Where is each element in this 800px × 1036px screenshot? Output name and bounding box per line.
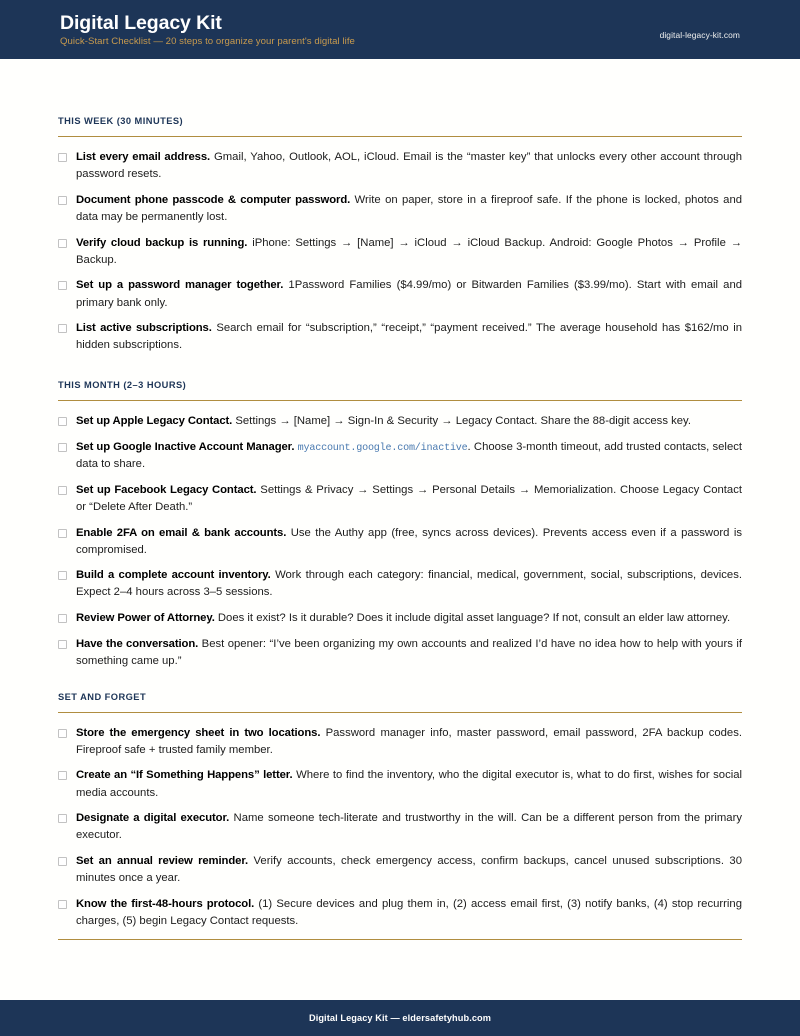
- bottom-divider: [58, 939, 742, 940]
- list-item[interactable]: [58, 896, 742, 930]
- list-item-text: [76, 439, 742, 473]
- list-item-title: Review Power of Attorney.: [76, 612, 215, 625]
- list-item-text: [76, 567, 742, 601]
- page-header: [0, 0, 800, 59]
- checkbox-icon[interactable]: [58, 417, 67, 426]
- section-divider: [58, 400, 742, 401]
- section-this-month: [58, 380, 742, 670]
- section-title: THIS WEEK (30 MINUTES): [58, 116, 184, 126]
- list-item-title: Verify cloud backup is running.: [76, 236, 248, 249]
- list-item[interactable]: [58, 567, 742, 601]
- checkbox-icon[interactable]: [58, 857, 67, 866]
- google-inactive-link[interactable]: myaccount.google.com/inactive: [297, 442, 468, 454]
- section-title: SET AND FORGET: [58, 691, 147, 702]
- list-item-title: Document phone passcode & computer password.: [76, 193, 351, 206]
- list-item[interactable]: [58, 413, 742, 430]
- list-item[interactable]: [58, 277, 742, 311]
- checkbox-icon[interactable]: [58, 771, 67, 780]
- list-item[interactable]: [58, 149, 742, 183]
- section-spacer: [58, 363, 742, 380]
- checkbox-icon[interactable]: [58, 900, 67, 909]
- list-item-title: Build a complete account inventory.: [76, 569, 271, 582]
- checkbox-icon[interactable]: [58, 571, 67, 580]
- list-item[interactable]: [58, 235, 742, 269]
- checklist-content: [0, 59, 800, 1000]
- checkbox-icon[interactable]: [58, 486, 67, 495]
- checkbox-icon[interactable]: [58, 640, 67, 649]
- list-item-text: [76, 725, 742, 759]
- list-item-title: Set up a password manager together.: [76, 279, 284, 292]
- checklist-items: [58, 149, 742, 355]
- checkbox-icon[interactable]: [58, 324, 67, 333]
- checklist-items: [58, 725, 742, 931]
- footer-text: Digital Legacy Kit — eldersafetyhub.com: [308, 1013, 492, 1023]
- page-title: Digital Legacy Kit: [60, 11, 222, 34]
- list-item-text: [76, 767, 742, 801]
- list-item-text: [76, 413, 742, 430]
- checklist-items: [58, 413, 742, 670]
- list-item-text: [76, 810, 742, 844]
- section-spacer: [58, 679, 742, 692]
- checkbox-icon[interactable]: [58, 729, 67, 738]
- list-item-text: [76, 636, 742, 670]
- list-item-detail: Work through each category: financial, medical, government, social, subscriptions, devices. Expect 2–4 hours across 3–5 sessions.: [76, 569, 743, 599]
- list-item-detail: Password manager info, master password, email password, 2FA backup codes. Fireproof safe + trusted family member.: [76, 726, 742, 756]
- checkbox-icon[interactable]: [58, 196, 67, 205]
- list-item-text: [76, 896, 742, 930]
- list-item-title: Set up Facebook Legacy Contact.: [76, 483, 257, 496]
- header-website-url: digital-legacy-kit.com: [659, 29, 740, 40]
- list-item-detail: iPhone: Settings → [Name] → iCloud → iCloud Backup. Android: Google Photos → Profile → Backup.: [76, 236, 742, 266]
- list-item-text: [76, 320, 742, 354]
- list-item[interactable]: [58, 192, 742, 226]
- list-item[interactable]: [58, 810, 742, 844]
- checkbox-icon[interactable]: [58, 153, 67, 162]
- list-item-title: Set up Google Inactive Account Manager.: [76, 440, 295, 453]
- section-divider: [58, 136, 742, 137]
- list-item-detail: Where to find the inventory, who the digital executor is, what to do first, wishes for social media accounts.: [76, 769, 743, 799]
- section-divider: [58, 712, 742, 713]
- list-item[interactable]: [58, 439, 742, 473]
- list-item-title: Know the first-48-hours protocol.: [76, 897, 255, 910]
- checkbox-icon[interactable]: [58, 443, 67, 452]
- header-left-group: [60, 12, 355, 48]
- list-item-title: List active subscriptions.: [76, 322, 212, 335]
- list-item-title: List every email address.: [76, 151, 211, 163]
- list-item[interactable]: [58, 853, 742, 887]
- checkbox-icon[interactable]: [58, 814, 67, 823]
- list-item[interactable]: [58, 610, 742, 627]
- list-item-detail: . Choose 3-month timeout, add trusted contacts, select data to share.: [76, 440, 743, 471]
- list-item-text: [76, 277, 742, 311]
- bottom-rule-container: [58, 939, 742, 940]
- list-item-text: [76, 482, 742, 516]
- list-item-detail: Gmail, Yahoo, Outlook, AOL, iCloud. Email is the “master key” that unlocks every other account through password resets.: [76, 151, 742, 181]
- list-item[interactable]: [58, 767, 742, 801]
- list-item-title: Have the conversation.: [76, 637, 199, 650]
- checkbox-icon[interactable]: [58, 529, 67, 538]
- list-item[interactable]: [58, 525, 742, 559]
- list-item-title: Enable 2FA on email & bank accounts.: [76, 526, 287, 539]
- list-item-detail: (1) Secure devices and plug them in, (2) access email first, (3) notify banks, (4) stop recurring charges, (5) begin Legacy Contact requests.: [76, 897, 742, 928]
- page-footer: [0, 1000, 800, 1036]
- list-item-title: Set an annual review reminder.: [76, 855, 249, 868]
- list-item-detail: Settings & Privacy → Settings → Personal Details → Memorialization. Choose Legacy Contact or “Delete After Death.”: [76, 483, 743, 513]
- list-item-title: Designate a digital executor.: [76, 812, 230, 825]
- list-item-text: [76, 610, 742, 627]
- list-item-title: Set up Apple Legacy Contact.: [76, 415, 233, 428]
- section-this-week: [58, 116, 742, 355]
- list-item-detail: Name someone tech-literate and trustworthy in the will. Can be a different person from the primary executor.: [76, 812, 743, 842]
- checkbox-icon[interactable]: [58, 239, 67, 248]
- list-item-detail: Verify accounts, check emergency access, confirm backups, cancel unused subscriptions. 30 minutes once a year.: [76, 855, 742, 885]
- list-item-detail: Write on paper, store in a fireproof safe. If the phone is locked, photos and data may be permanently lost.: [76, 193, 743, 223]
- list-item-detail: 1Password Families ($4.99/mo) or Bitwarden Families ($3.99/mo). Start with email and primary bank only.: [76, 279, 743, 309]
- section-set-and-forget: [58, 692, 742, 931]
- list-item-text: [76, 149, 742, 183]
- list-item-text: [76, 525, 742, 559]
- page-subtitle: Quick-Start Checklist — 20 steps to organize your parent's digital life: [60, 35, 355, 47]
- list-item[interactable]: [58, 725, 742, 759]
- list-item-detail: Does it exist? Is it durable? Does it include digital asset language? If not, consult an elder law attorney.: [217, 612, 731, 625]
- list-item-detail: Best opener: “I’ve been organizing my own accounts and realized I’d have no idea how to help with yours if something came up.”: [76, 637, 742, 667]
- checkbox-icon[interactable]: [58, 281, 67, 290]
- list-item-detail: Use the Authy app (free, syncs across devices). Prevents access even if a password is compromised.: [76, 526, 742, 556]
- list-item-text: [76, 235, 742, 269]
- list-item-text: [76, 192, 742, 226]
- list-item-detail: Settings → [Name] → Sign-In & Security → Legacy Contact. Share the 88-digit access key.: [235, 415, 691, 428]
- list-item-title: Store the emergency sheet in two locations.: [76, 726, 321, 739]
- list-item-title: Create an “If Something Happens” letter.: [76, 769, 293, 782]
- section-title: THIS MONTH (2–3 HOURS): [58, 380, 187, 391]
- list-item[interactable]: [58, 320, 742, 354]
- list-item-text: [76, 853, 742, 887]
- list-item[interactable]: [58, 636, 742, 670]
- checkbox-icon[interactable]: [58, 614, 67, 623]
- list-item-detail: Search email for “subscription,” “receipt,” “payment received.” The average household has $162/mo in hidden subscriptions.: [76, 322, 742, 352]
- list-item[interactable]: [58, 482, 742, 516]
